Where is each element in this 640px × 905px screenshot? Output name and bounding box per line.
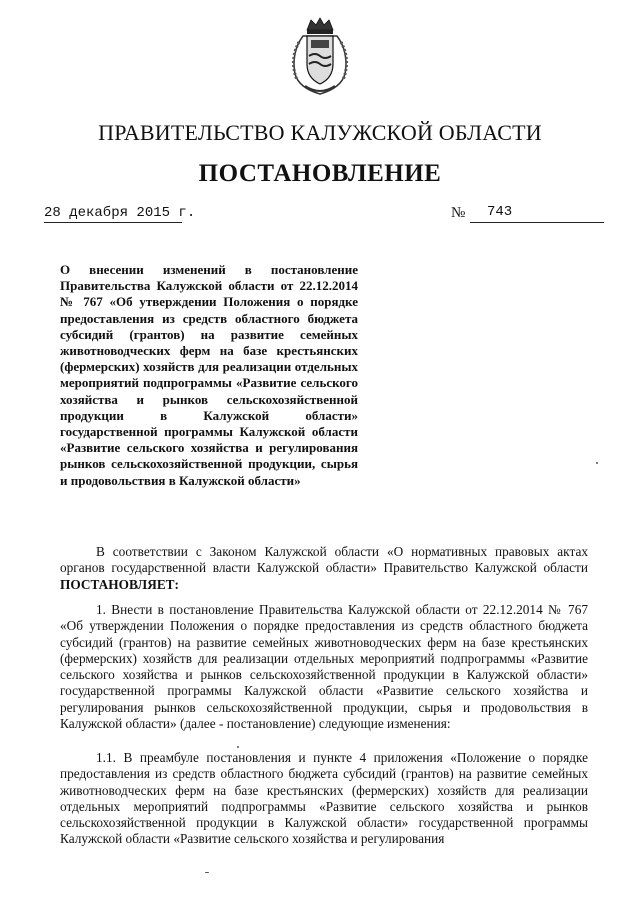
date-underline (44, 222, 182, 223)
document-number: 743 (487, 204, 513, 220)
item-1-paragraph: 1. Внести в постановление Правительства Калужской области от 22.12.2014 № 767 «Об утверждении Положения о порядке предоставления из средств областного бюджета субсидий (грантов) на развитие семейных животноводческих ферм на базе крестьянских (фермерских) хозяйств для реализации отдельных мероприятий подпрограммы «Развитие сельского хозяйства и рынков сельскохозяйственной продукции в Калужской области» государственной программы Калужской области «Развитие сельского хозяйства и регулирования рынков сельскохозяйственной продукции, сырья и продовольствия в Калужской области» (далее - постановление) следующие изменения: (60, 602, 588, 732)
preamble-text: В соответствии с Законом Калужской области «О нормативных правовых актах органов государственной власти Калужской области» Правительство Калужской области (60, 544, 588, 576)
preamble-paragraph (60, 544, 588, 593)
item-1-1-paragraph: 1.1. В преамбуле постановления и пункте 4 приложения «Положение о порядке предоставления из средств областного бюджета субсидий (грантов) на развитие семейных животноводческих ферм на базе крестьянских (фермерских) хозяйств для реализации отдельных мероприятий подпрограммы «Развитие сельского хозяйства и рынков сельскохозяйственной продукции в Калужской области» государственной программы Калужской области «Развитие сельского хозяйства и регулирования (60, 750, 588, 847)
decree-word: ПОСТАНОВЛЯЕТ: (60, 576, 179, 592)
document-type: ПОСТАНОВЛЕНИЕ (198, 160, 442, 187)
scan-speck (237, 746, 239, 748)
document-date: 28 декабря 2015 г. (44, 205, 196, 221)
government-title: ПРАВИТЕЛЬСТВО КАЛУЖСКОЙ ОБЛАСТИ (98, 120, 542, 145)
number-sign: № (451, 205, 466, 221)
kaluga-coat-of-arms-icon (285, 16, 355, 98)
scan-speck (205, 872, 209, 873)
document-subject: О внесении изменений в постановление Правительства Калужской области от 22.12.2014 № 767 «Об утверждении Положения о порядке предоставления из средств областного бюджета субсидий (грантов) на развитие семейных животноводческих ферм на базе крестьянских (фермерских) хозяйств для реализации отдельных мероприятий подпрограммы «Развитие сельского хозяйства и рынков сельскохозяйственной продукции в Калужской области» государственной программы Калужской области «Развитие сельского хозяйства и регулирования рынков сельскохозяйственной продукции, сырья и продовольствия в Калужской области» (60, 262, 358, 488)
scan-speck (596, 462, 598, 464)
number-underline (470, 222, 604, 223)
